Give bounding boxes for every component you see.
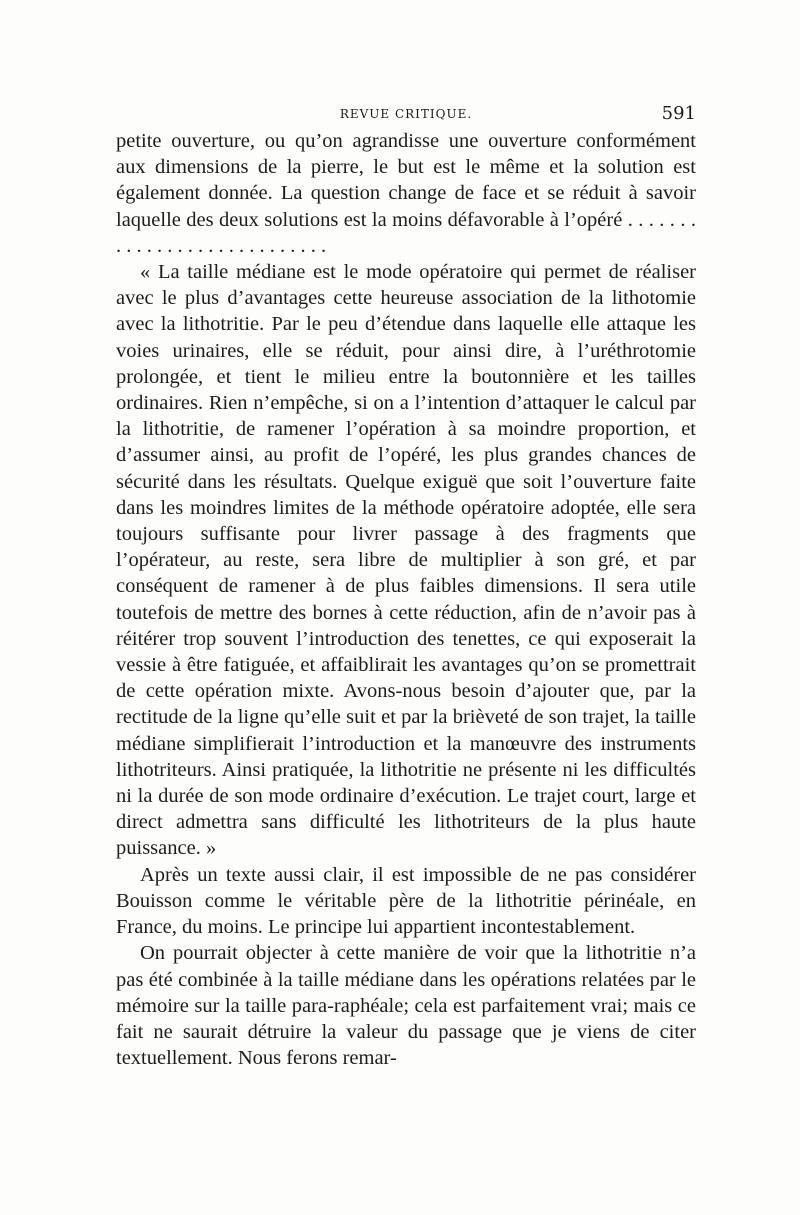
running-head xyxy=(116,103,696,127)
paragraph: On pourrait objecter à cette manière de voir que la lithotritie n’a pas été combinée à la taille médiane dans les opérations relatées par le mémoire sur la taille para-raphéale; cela est parfaitement vrai; mais ce fait ne saurait détruire la valeur du passage que je viens de citer textuellement. Nous ferons remar- xyxy=(116,942,696,1070)
page-number: 591 xyxy=(661,103,696,124)
paragraph: Après un texte aussi clair, il est impossible de ne pas considérer Bouisson comme le véritable père de la lithotritie périnéale, en France, du moins. Le principe lui appartient incontestablement. xyxy=(116,863,696,939)
running-title: REVUE CRITIQUE. xyxy=(339,107,473,121)
body-text xyxy=(116,128,696,1071)
paragraph: petite ouverture, ou qu’on agrandisse une ouverture conformément aux dimensions de la pierre, le but est le même et la solution est également donnée. La question change de face et se réduit à savoir laquelle des deux solutions est la moins défavorable à l’opéré . . . . . . . . . . . . . . . . . . . . . . . . . . . . xyxy=(116,130,696,257)
quoted-paragraph: « La taille médiane est le mode opératoire qui permet de réaliser avec le plus d’avantages cette heureuse association de la lithotomie avec la lithotritie. Par le peu d’étendue dans laquelle elle attaque les voies urinaires, elle se réduit, pour ainsi dire, à l’uréthrotomie prolongée, et tient le milieu entre la boutonnière et les tailles ordinaires. Rien n’empêche, si on a l’intention d’attaquer le calcul par la lithotritie, de ramener l’opération à sa moindre proportion, et d’assumer ainsi, au profit de l’opéré, les plus grandes chances de sécurité dans les résultats. Quelque exiguë que soit l’ouverture faite dans les moindres limites de la méthode opératoire adoptée, elle sera toujours suffisante pour livrer passage à des fragments que l’opérateur, au reste, sera libre de multiplier à son gré, et par conséquent de ramener à de plus faibles dimensions. Il sera utile toutefois de mettre des bornes à cette réduction, afin de n’avoir pas à réitérer trop souvent l’introduction des tenettes, ce qui exposerait la vessie à être fatiguée, et affaiblirait les avantages qu’on se promettrait de cette opération mixte. Avons-nous besoin d’ajouter que, par la rectitude de la ligne qu’elle suit et par la brièveté de son trajet, la taille médiane simplifierait l’introduction et la manœuvre des instruments lithotriteurs. Ainsi pratiquée, la lithotritie ne présente ni les difficultés ni la durée de son mode ordinaire d’exécution. Le trajet court, large et direct admettra sans difficulté les lithotriteurs de la plus haute puissance. » xyxy=(116,261,696,860)
